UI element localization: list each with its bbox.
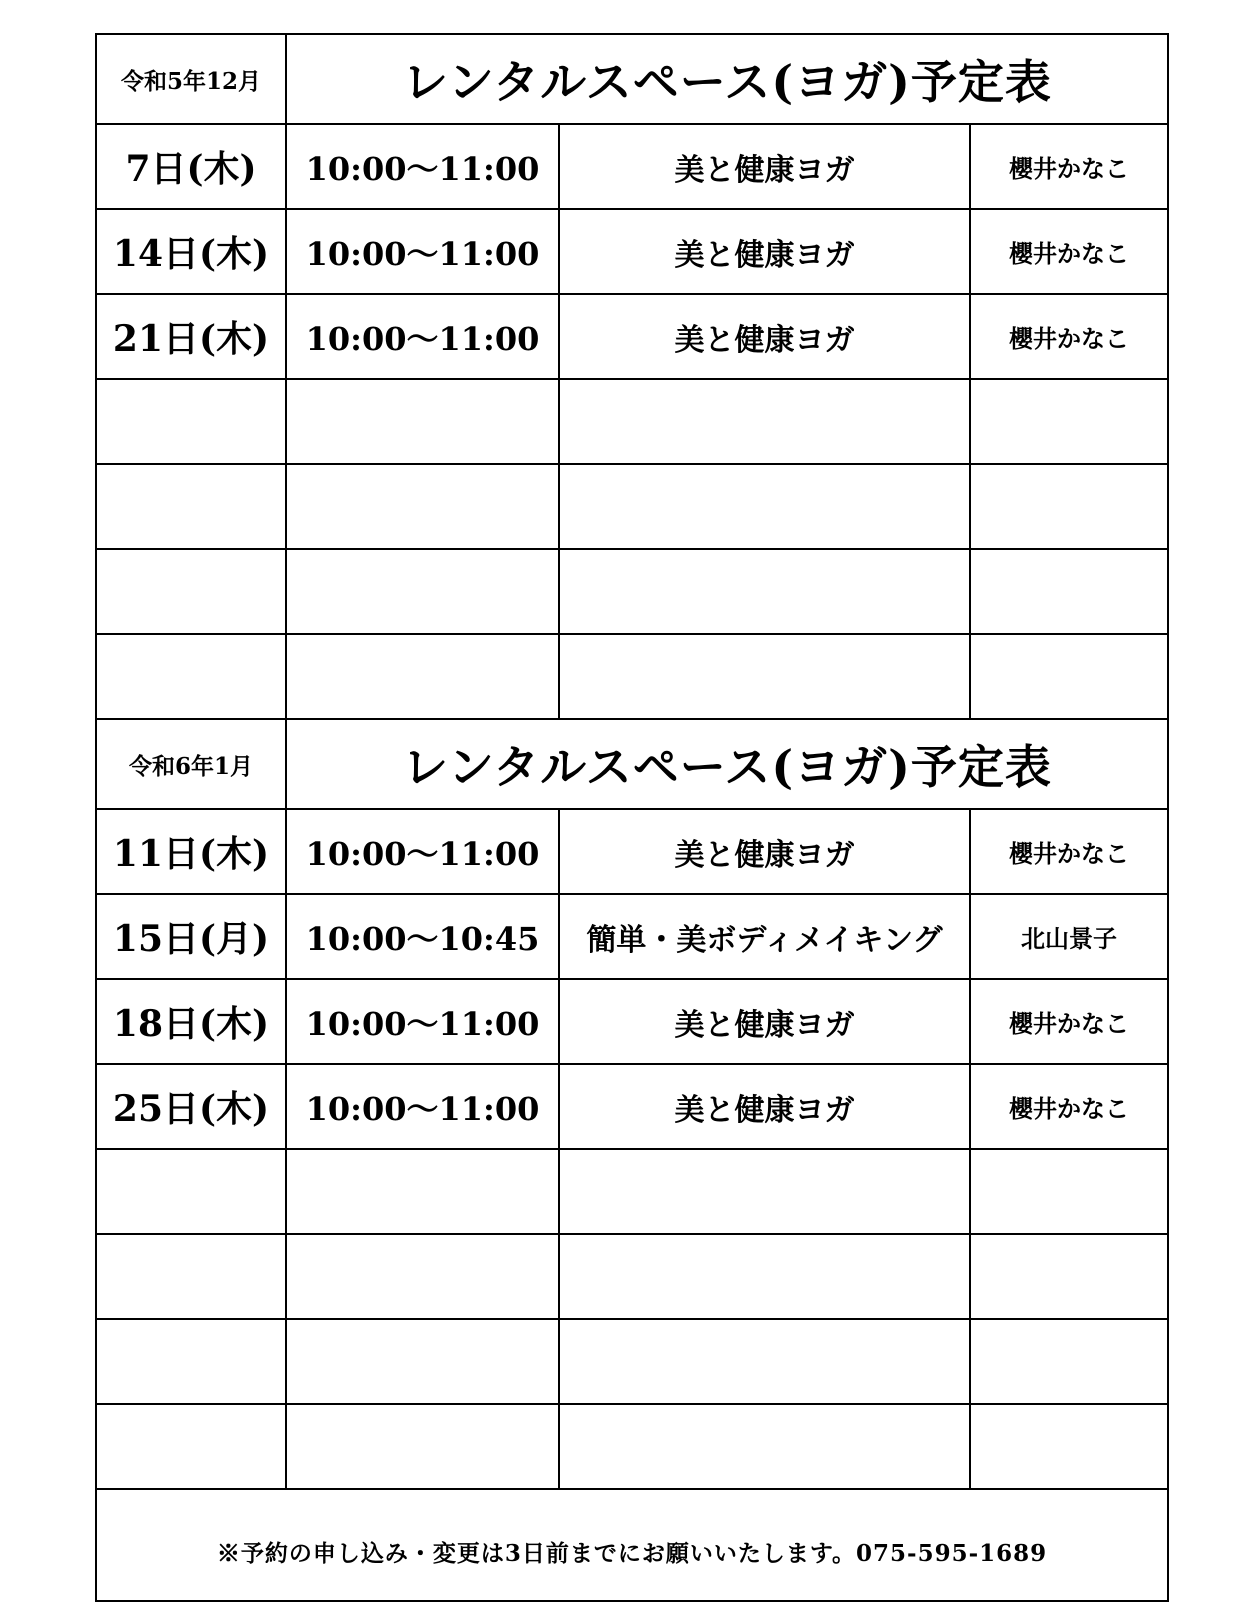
instructor-cell: 櫻井かなこ	[970, 979, 1168, 1064]
date-cell	[96, 1319, 286, 1404]
class-name-cell	[559, 634, 970, 719]
date-cell: 18日(木)	[96, 979, 286, 1064]
time-cell	[286, 549, 559, 634]
date-cell	[96, 1149, 286, 1234]
reservation-note: ※予約の申し込み・変更は3日前までにお願いいたします。075-595-1689	[96, 1489, 1168, 1601]
date-cell	[96, 549, 286, 634]
instructor-cell	[970, 379, 1168, 464]
class-name-cell	[559, 549, 970, 634]
date-cell: 25日(木)	[96, 1064, 286, 1149]
instructor-cell	[970, 1234, 1168, 1319]
date-cell: 21日(木)	[96, 294, 286, 379]
time-cell	[286, 464, 559, 549]
schedule-row	[96, 979, 1168, 1064]
date-cell: 11日(木)	[96, 809, 286, 894]
instructor-cell: 櫻井かなこ	[970, 124, 1168, 209]
time-cell	[286, 379, 559, 464]
schedule-row	[96, 1319, 1168, 1404]
schedule-row	[96, 379, 1168, 464]
schedule-row	[96, 294, 1168, 379]
section-header	[96, 34, 1168, 124]
instructor-cell: 櫻井かなこ	[970, 1064, 1168, 1149]
instructor-cell	[970, 1319, 1168, 1404]
class-name-cell: 簡単・美ボディメイキング	[559, 894, 970, 979]
time-cell: 10:00〜11:00	[286, 809, 559, 894]
schedule-row	[96, 894, 1168, 979]
time-cell: 10:00〜11:00	[286, 1064, 559, 1149]
instructor-cell: 北山景子	[970, 894, 1168, 979]
schedule-row	[96, 209, 1168, 294]
schedule-title: レンタルスペース(ヨガ)予定表	[286, 719, 1168, 809]
class-name-cell: 美と健康ヨガ	[559, 1064, 970, 1149]
schedule-title: レンタルスペース(ヨガ)予定表	[286, 34, 1168, 124]
class-name-cell	[559, 1149, 970, 1234]
section-header	[96, 719, 1168, 809]
instructor-cell: 櫻井かなこ	[970, 809, 1168, 894]
schedule-row	[96, 1064, 1168, 1149]
time-cell: 10:00〜11:00	[286, 979, 559, 1064]
time-cell	[286, 634, 559, 719]
date-cell	[96, 464, 286, 549]
class-name-cell: 美と健康ヨガ	[559, 809, 970, 894]
date-cell	[96, 1404, 286, 1489]
date-cell	[96, 1234, 286, 1319]
class-name-cell: 美と健康ヨガ	[559, 979, 970, 1064]
class-name-cell	[559, 1319, 970, 1404]
time-cell: 10:00〜11:00	[286, 209, 559, 294]
schedule-row	[96, 464, 1168, 549]
class-name-cell	[559, 379, 970, 464]
schedule-row	[96, 809, 1168, 894]
instructor-cell	[970, 1404, 1168, 1489]
schedule-row	[96, 549, 1168, 634]
time-cell	[286, 1319, 559, 1404]
time-cell	[286, 1404, 559, 1489]
instructor-cell: 櫻井かなこ	[970, 209, 1168, 294]
instructor-cell	[970, 549, 1168, 634]
schedule-row	[96, 1404, 1168, 1489]
schedule-row	[96, 124, 1168, 209]
class-name-cell: 美と健康ヨガ	[559, 124, 970, 209]
class-name-cell	[559, 464, 970, 549]
time-cell	[286, 1234, 559, 1319]
instructor-cell: 櫻井かなこ	[970, 294, 1168, 379]
schedule-table	[95, 33, 1169, 1602]
schedule-row	[96, 1234, 1168, 1319]
schedule-row	[96, 1149, 1168, 1234]
date-cell: 14日(木)	[96, 209, 286, 294]
date-cell: 7日(木)	[96, 124, 286, 209]
era-month-label: 令和6年1月	[96, 719, 286, 809]
instructor-cell	[970, 634, 1168, 719]
class-name-cell: 美と健康ヨガ	[559, 294, 970, 379]
class-name-cell	[559, 1234, 970, 1319]
class-name-cell: 美と健康ヨガ	[559, 209, 970, 294]
date-cell	[96, 379, 286, 464]
date-cell: 15日(月)	[96, 894, 286, 979]
time-cell: 10:00〜10:45	[286, 894, 559, 979]
time-cell: 10:00〜11:00	[286, 124, 559, 209]
time-cell	[286, 1149, 559, 1234]
class-name-cell	[559, 1404, 970, 1489]
time-cell: 10:00〜11:00	[286, 294, 559, 379]
date-cell	[96, 634, 286, 719]
instructor-cell	[970, 464, 1168, 549]
instructor-cell	[970, 1149, 1168, 1234]
schedule-row	[96, 634, 1168, 719]
footer-row	[96, 1489, 1168, 1601]
era-month-label: 令和5年12月	[96, 34, 286, 124]
